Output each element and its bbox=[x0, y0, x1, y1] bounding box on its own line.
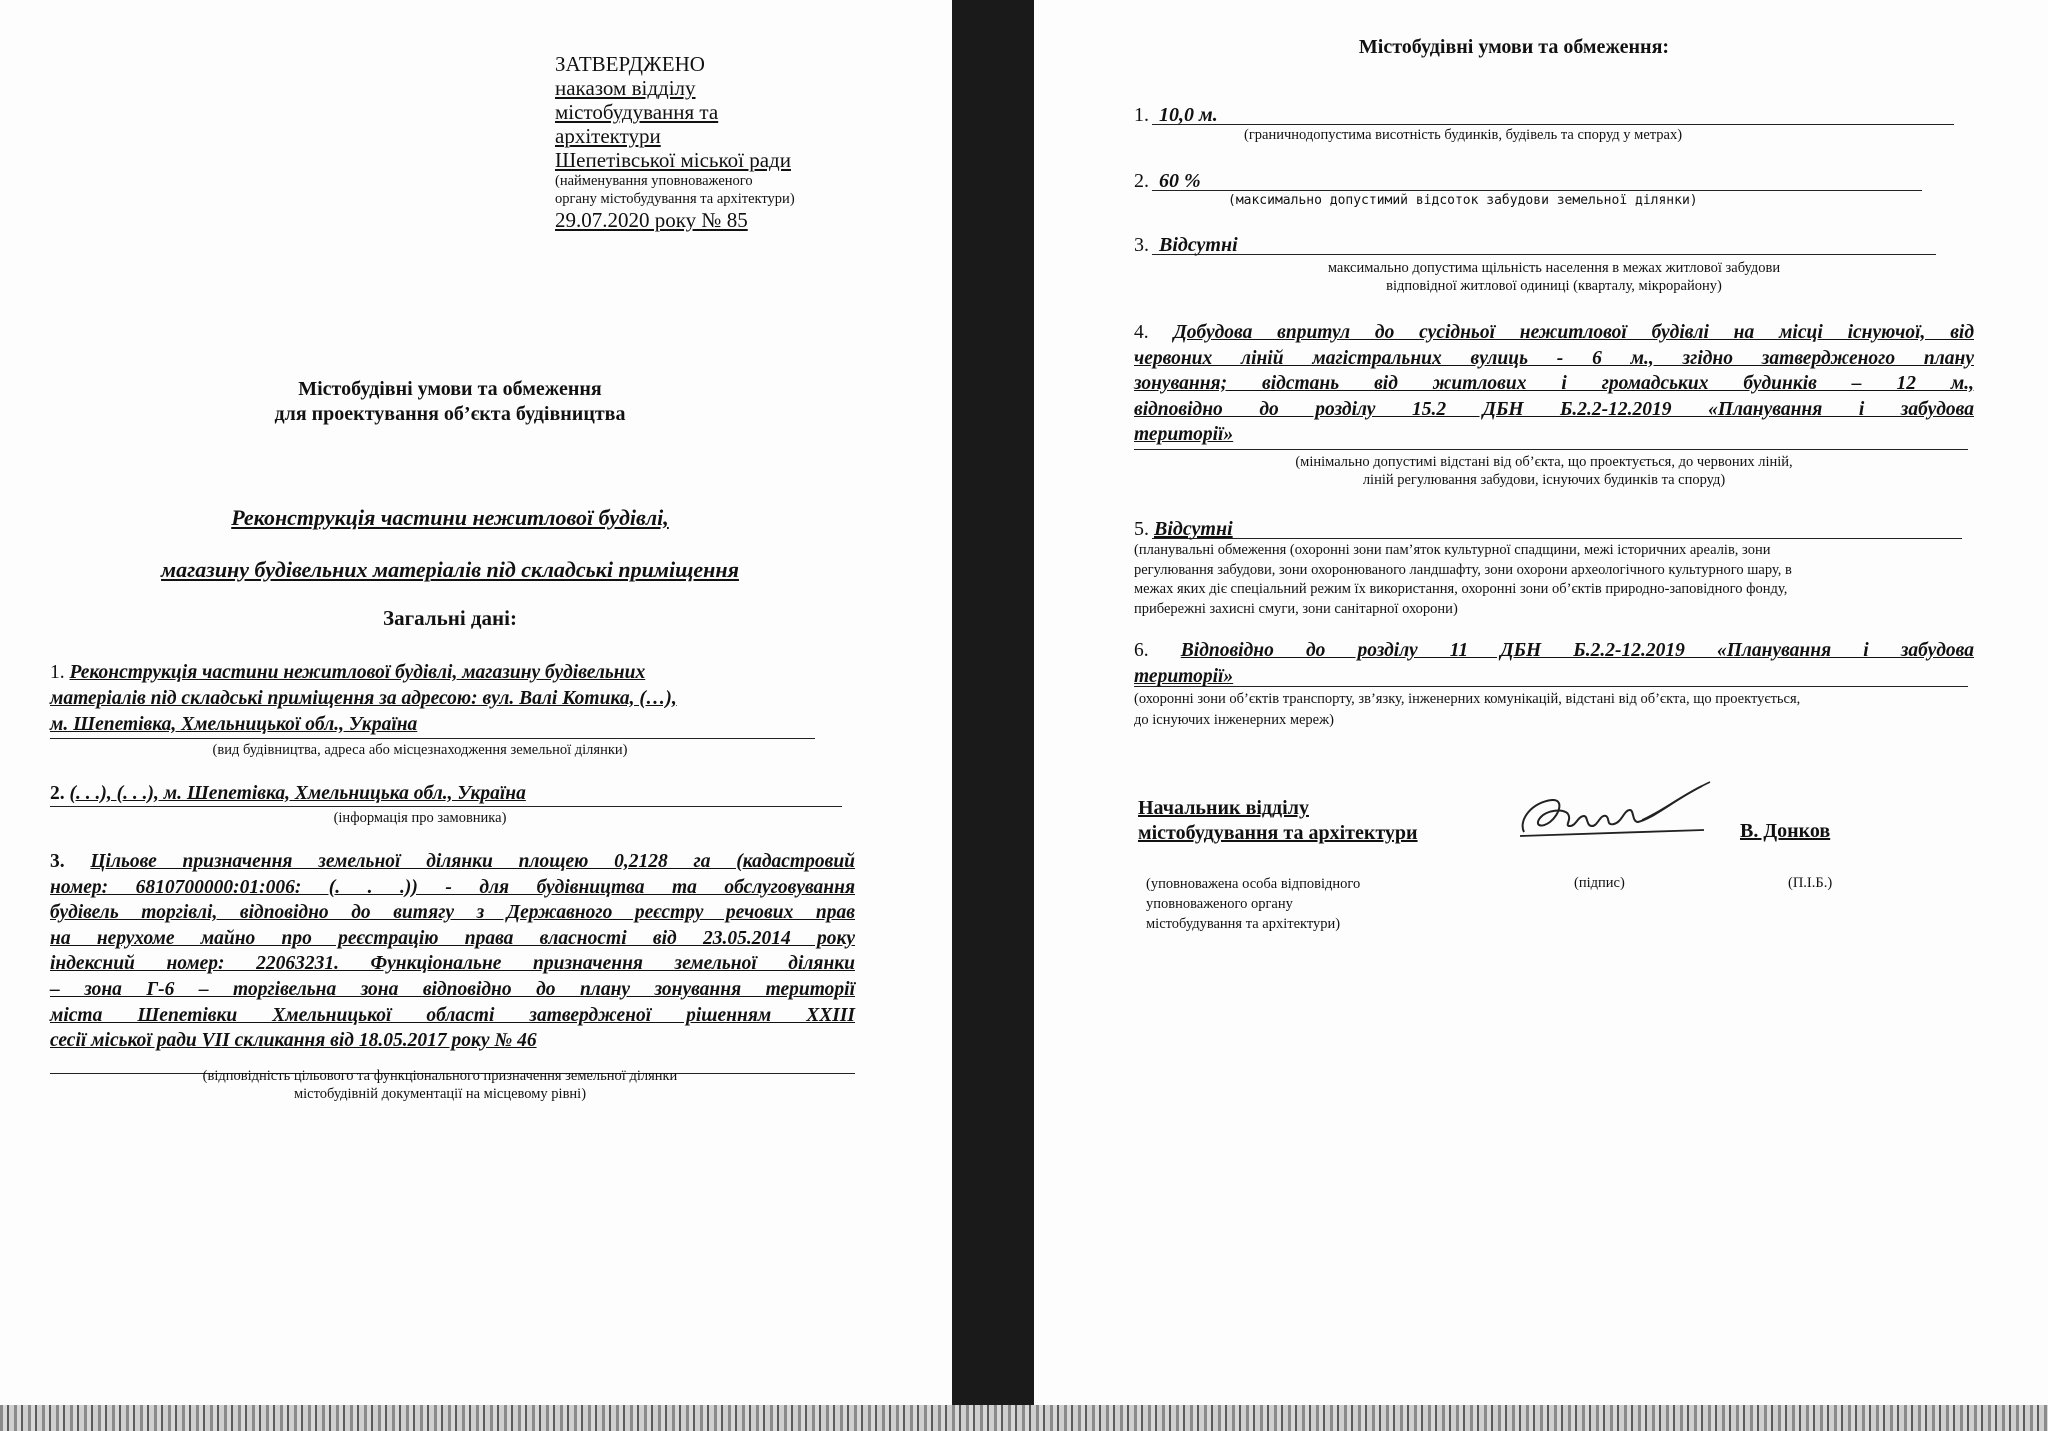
approval-line-3: архітектури bbox=[555, 124, 661, 148]
item-2-text: (. . .), (. . .), м. Шепетівка, Хмельницька обл., Україна bbox=[69, 783, 526, 804]
condition-6-underline bbox=[1134, 686, 1968, 687]
item-1-caption: (вид будівництва, адреса або місцезнаходження земельної ділянки) bbox=[212, 742, 628, 758]
approval-line-2: містобудування та bbox=[555, 100, 719, 124]
condition-6-number: 6. bbox=[1134, 640, 1149, 661]
condition-4-line-4: відповідно до розділу 15.2 ДБН Б.2.2-12.2019 «Планування і забудова bbox=[1134, 398, 1974, 420]
condition-6 bbox=[1134, 638, 1974, 689]
item-1-number: 1. bbox=[50, 662, 65, 683]
condition-5-caption-4: прибережні захисні смуги, зони санітарної охорони) bbox=[1134, 600, 1458, 617]
condition-4 bbox=[1134, 320, 1974, 448]
condition-4-line-3: зонування; відстань від житлових і громадських будинків – 12 м., bbox=[1134, 373, 1974, 394]
general-item-2 bbox=[50, 781, 850, 807]
document-heading bbox=[140, 377, 760, 427]
item-3-line-2: номер: 6810700000:01:006: (. . .)) - для будівництва та обслуговування bbox=[50, 876, 855, 898]
condition-4-caption-2: ліній регулювання забудови, існуючих будинків та споруд) bbox=[1362, 472, 1726, 488]
condition-3-caption-1: максимально допустима щільність населення в межах житлової забудови bbox=[1327, 260, 1781, 276]
name-caption: (П.І.Б.) bbox=[1788, 875, 1833, 891]
condition-1-value: 10,0 м. bbox=[1159, 104, 1218, 126]
object-title-line-1: Реконструкція частини нежитлової будівлі, bbox=[231, 505, 669, 530]
conditions-title: Містобудівні умови та обмеження: bbox=[1358, 36, 1670, 58]
item-1-line-2: матеріалів під складські приміщення за адресою: вул. Валі Котика, (…), bbox=[50, 688, 677, 709]
handwritten-signature bbox=[1504, 780, 1754, 850]
item-3-line-4: на нерухоме майно про реєстрацію права власності від 23.05.2014 року bbox=[50, 927, 855, 949]
heading-line-2: для проектування об’єкта будівництва bbox=[274, 403, 626, 425]
condition-2-number: 2. bbox=[1134, 170, 1149, 192]
condition-5-caption bbox=[1134, 541, 1974, 619]
condition-3-value: Відсутні bbox=[1159, 234, 1238, 256]
condition-5-caption-1: (планувальні обмеження (охоронні зони пам’яток культурної спадщини, межі історичних ареалів, зони bbox=[1134, 542, 1771, 558]
condition-6-caption-2: до існуючих інженерних мереж) bbox=[1134, 712, 1334, 728]
condition-2-caption: (максимально допустимий відсоток забудови земельної ділянки) bbox=[1228, 193, 1698, 208]
signatory-caption-1: (уповноважена особа відповідного bbox=[1146, 876, 1361, 892]
item-3-line-5: індексний номер: 22063231. Функціональне призначення земельної ділянки bbox=[50, 953, 855, 975]
right-page bbox=[1034, 0, 2048, 1405]
signatory-caption bbox=[1146, 874, 1360, 934]
signatory-position-2: містобудування та архітектури bbox=[1138, 822, 1418, 844]
item-3-number: 3. bbox=[50, 851, 65, 872]
condition-1-caption: (граничнодопустима висотність будинків, будівель та споруд у метрах) bbox=[1244, 127, 1683, 143]
item-2-number: 2. bbox=[50, 783, 65, 804]
signatory-position bbox=[1138, 796, 1418, 846]
approval-block bbox=[555, 52, 795, 232]
condition-1-underline bbox=[1152, 124, 1954, 125]
item-3-caption-1: (відповідність цільового та функціонального призначення земельної ділянки bbox=[202, 1068, 678, 1084]
item-3-line-3: будівель торгівлі, відповідно до витягу з Державного реєстру речових прав bbox=[50, 902, 855, 924]
condition-4-number: 4. bbox=[1134, 322, 1149, 343]
item-2-caption: (інформація про замовника) bbox=[333, 810, 507, 826]
condition-6-line-1: Відповідно до розділу 11 ДБН Б.2.2-12.2019 «Планування і забудова bbox=[1180, 640, 1974, 661]
condition-4-line-2: червоних ліній магістральних вулиць - 6 м., згідно затвердженого плану bbox=[1134, 347, 1974, 369]
condition-4-line-5: території» bbox=[1134, 424, 1234, 445]
item-3-caption-2: містобудівній документації на місцевому рівні) bbox=[293, 1086, 587, 1102]
item-3-line-8: сесії міської ради VII скликання від 18.05.2017 року № 46 bbox=[50, 1030, 537, 1052]
scan-edge-strip bbox=[0, 1405, 2048, 1431]
condition-3-caption bbox=[1234, 259, 1874, 295]
item-1-line-3: м. Шепетівка, Хмельницької обл., Україна bbox=[50, 714, 418, 735]
heading-line-1: Містобудівні умови та обмеження bbox=[298, 378, 602, 400]
approval-line-4: Шепетівської міської ради bbox=[555, 148, 791, 172]
item-2-underline bbox=[50, 806, 842, 807]
condition-4-underline bbox=[1134, 449, 1968, 450]
condition-5-underline bbox=[1152, 538, 1962, 539]
condition-4-caption-1: (мінімально допустимі відстані від об’єкта, що проектується, до червоних ліній, bbox=[1295, 454, 1793, 470]
item-3-line-6: – зона Г-6 – торгівельна зона відповідно до плану зонування території bbox=[50, 978, 855, 1000]
general-item-1 bbox=[50, 660, 850, 738]
general-item-3 bbox=[50, 849, 855, 1054]
condition-6-caption-1: (охоронні зони об’єктів транспорту, зв’язку, інженерних комунікацій, відстані від об’єкта, що проектується, bbox=[1134, 691, 1801, 707]
approval-note-1: (найменування уповноваженого bbox=[555, 173, 753, 189]
condition-1-number: 1. bbox=[1134, 104, 1149, 126]
item-3-line-1: Цільове призначення земельної ділянки площею 0,2128 га (кадастровий bbox=[90, 851, 856, 872]
condition-5-value: Відсутні bbox=[1154, 518, 1233, 540]
condition-4-caption bbox=[1184, 453, 1904, 489]
signature-caption: (підпис) bbox=[1574, 875, 1625, 891]
signatory-name: В. Донков bbox=[1740, 820, 1831, 842]
item-1-underline bbox=[50, 738, 815, 739]
item-1-line-1: Реконструкція частини нежитлової будівлі, магазину будівельних bbox=[69, 662, 646, 683]
condition-4-line-1: Добудова впритул до сусідньої нежитлової будівлі на місці існуючої, від bbox=[1173, 322, 1974, 343]
condition-5-number: 5. bbox=[1134, 518, 1149, 540]
signatory-position-1: Начальник відділу bbox=[1138, 797, 1309, 819]
condition-2-value: 60 % bbox=[1159, 170, 1201, 192]
condition-6-line-2: території» bbox=[1134, 665, 1234, 687]
approval-date: 29.07.2020 року № 85 bbox=[555, 208, 748, 232]
condition-5-caption-2: регулювання забудови, зони охоронюваного ландшафту, зони охорони археологічного культурного шару, в bbox=[1134, 561, 1792, 578]
left-page bbox=[0, 0, 952, 1405]
condition-3-caption-2: відповідної житлової одиниці (кварталу, мікрорайону) bbox=[1386, 278, 1722, 294]
signatory-caption-3: містобудування та архітектури) bbox=[1146, 916, 1341, 932]
condition-5-caption-3: межах яких діє спеціальний режим їх використання, охоронні зони об’єктів природно-заповідного фонду, bbox=[1134, 581, 1788, 597]
condition-3-underline bbox=[1152, 254, 1936, 255]
approval-line-1: наказом відділу bbox=[555, 76, 696, 100]
object-title-line-2: магазину будівельних матеріалів під складські приміщення bbox=[161, 557, 739, 582]
condition-2-underline bbox=[1152, 190, 1922, 191]
approval-note-2: органу містобудування та архітектури) bbox=[555, 191, 795, 207]
general-data-title: Загальні дані: bbox=[383, 606, 517, 630]
approval-title: ЗАТВЕРДЖЕНО bbox=[555, 52, 705, 76]
condition-6-caption bbox=[1134, 689, 1974, 731]
item-3-line-7: міста Шепетівки Хмельницької області затвердженої рішенням XXIII bbox=[50, 1004, 855, 1026]
signatory-caption-2: уповноваженого органу bbox=[1146, 896, 1293, 912]
item-3-caption bbox=[120, 1067, 760, 1103]
condition-3-number: 3. bbox=[1134, 234, 1149, 256]
